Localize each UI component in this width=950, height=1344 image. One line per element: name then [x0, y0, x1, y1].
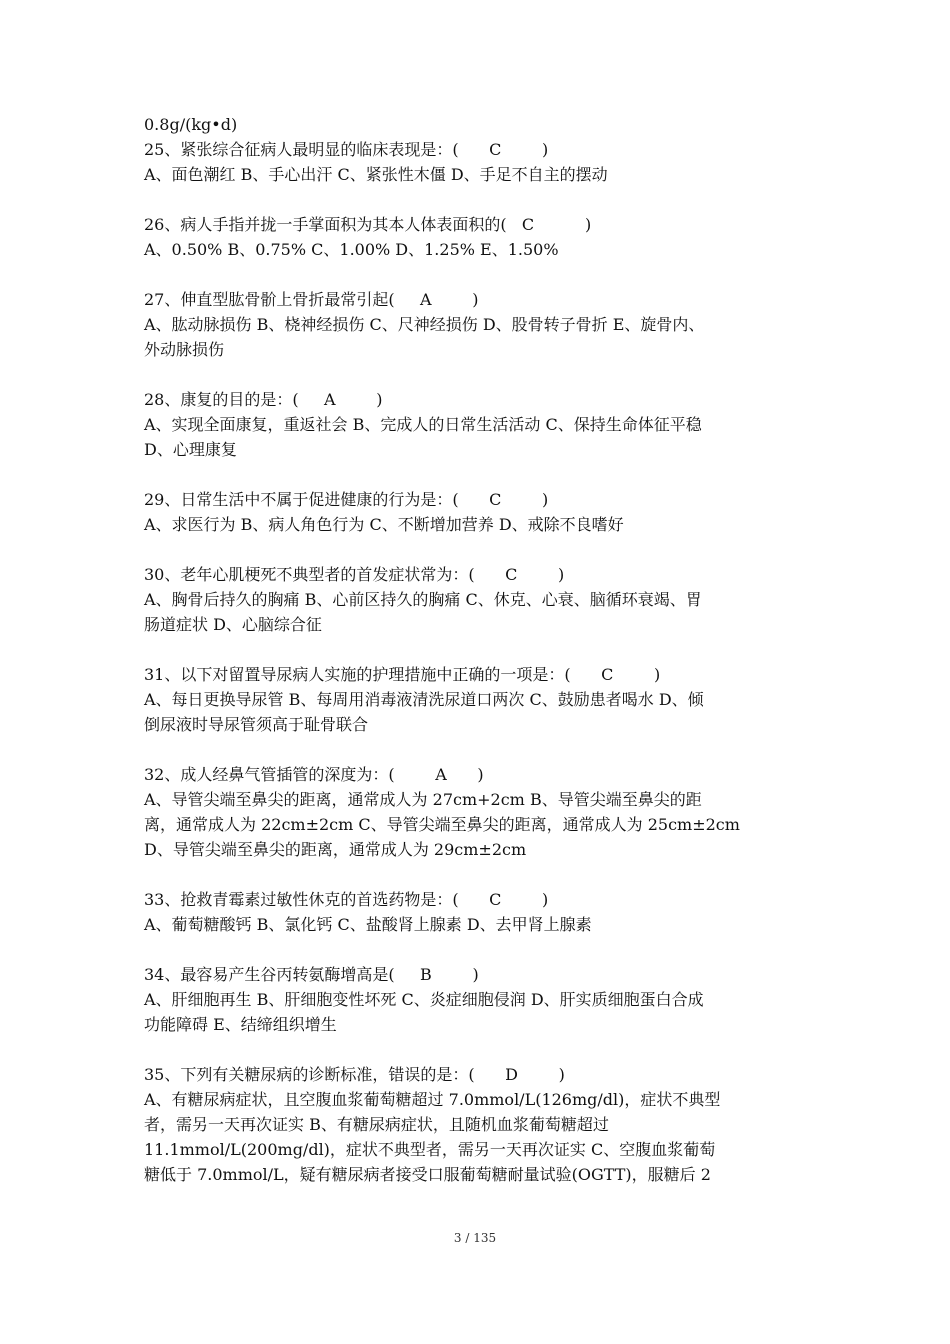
question-title: 29、日常生活中不属于促进健康的行为是：( C )	[144, 490, 549, 509]
lead-line-block	[144, 112, 814, 137]
question-options	[144, 912, 814, 937]
option-line: 糖低于 7.0mmol/L，疑有糖尿病者接受口服葡萄糖耐量试验(OGTT)，服糖后 2	[144, 1165, 711, 1184]
option-line: 者，需另一天再次证实 B、有糖尿病症状，且随机血浆葡萄糖超过	[144, 1115, 609, 1134]
question-title: 31、以下对留置导尿病人实施的护理措施中正确的一项是：( C )	[144, 665, 661, 684]
question-options	[144, 312, 814, 362]
question-options	[144, 162, 814, 187]
question-title: 35、下列有关糖尿病的诊断标准，错误的是：( D )	[144, 1065, 565, 1084]
question-title: 34、最容易产生谷丙转氨酶增高是( B )	[144, 965, 479, 984]
question-item	[144, 1062, 814, 1187]
question-item	[144, 562, 814, 637]
option-line: 离，通常成人为 22cm±2cm C、导管尖端至鼻尖的距离，通常成人为 25cm±2cm	[144, 815, 740, 834]
question-title: 26、病人手指并拢一手掌面积为其本人体表面积的( C )	[144, 215, 592, 234]
option-line: D、心理康复	[144, 440, 237, 459]
question-options	[144, 1087, 814, 1187]
option-line: A、胸骨后持久的胸痛 B、心前区持久的胸痛 C、休克、心衰、脑循环衰竭、胃	[144, 590, 702, 609]
question-title: 32、成人经鼻气管插管的深度为：( A )	[144, 765, 484, 784]
option-line: 肠道症状 D、心脑综合征	[144, 615, 322, 634]
option-line: A、有糖尿病症状，且空腹血浆葡萄糖超过 7.0mmol/L(126mg/dl)，症状不典型	[144, 1090, 721, 1109]
question-title: 30、老年心肌梗死不典型者的首发症状常为：( C )	[144, 565, 565, 584]
question-options	[144, 987, 814, 1037]
question-item	[144, 662, 814, 737]
question-options	[144, 237, 814, 262]
question-item	[144, 962, 814, 1037]
option-line: 倒尿液时导尿管须高于耻骨联合	[144, 715, 369, 734]
question-title: 27、伸直型肱骨骱上骨折最常引起( A )	[144, 290, 479, 309]
question-item	[144, 137, 814, 187]
option-line: A、肝细胞再生 B、肝细胞变性坏死 C、炎症细胞侵润 D、肝实质细胞蛋白合成	[144, 990, 704, 1009]
document-content	[144, 112, 814, 1187]
question-item	[144, 387, 814, 462]
option-line: 外动脉损伤	[144, 340, 225, 359]
question-options	[144, 412, 814, 462]
question-options	[144, 687, 814, 737]
question-title: 28、康复的目的是：( A )	[144, 390, 383, 409]
option-line: A、面色潮红 B、手心出汗 C、紧张性木僵 D、手足不自主的摆动	[144, 165, 608, 184]
option-line: A、实现全面康复，重返社会 B、完成人的日常生活活动 C、保持生命体征平稳	[144, 415, 702, 434]
option-line: A、肱动脉损伤 B、桡神经损伤 C、尺神经损伤 D、股骨转子骨折 E、旋骨内、	[144, 315, 705, 334]
option-line: A、0.50% B、0.75% C、1.00% D、1.25% E、1.50%	[144, 240, 559, 259]
option-line: 11.1mmol/L(200mg/dl)，症状不典型者，需另一天再次证实 C、空腹血浆葡萄	[144, 1140, 716, 1159]
option-line: A、每日更换导尿管 B、每周用消毒液清洗尿道口两次 C、鼓励患者喝水 D、倾	[144, 690, 704, 709]
option-line: A、葡萄糖酸钙 B、氯化钙 C、盐酸肾上腺素 D、去甲肾上腺素	[144, 915, 592, 934]
question-list	[144, 137, 814, 1187]
lead-line: 0.8g/(kg•d)	[144, 115, 238, 134]
question-item	[144, 887, 814, 937]
question-options	[144, 512, 814, 537]
question-item	[144, 287, 814, 362]
option-line: A、导管尖端至鼻尖的距离，通常成人为 27cm+2cm B、导管尖端至鼻尖的距	[144, 790, 702, 809]
question-options	[144, 787, 814, 862]
question-item	[144, 762, 814, 862]
question-item	[144, 487, 814, 537]
question-item	[144, 212, 814, 262]
option-line: D、导管尖端至鼻尖的距离，通常成人为 29cm±2cm	[144, 840, 527, 859]
question-options	[144, 587, 814, 637]
question-title: 33、抢救青霉素过敏性休克的首选药物是：( C )	[144, 890, 549, 909]
option-line: A、求医行为 B、病人角色行为 C、不断增加营养 D、戒除不良嗜好	[144, 515, 624, 534]
question-title: 25、紧张综合征病人最明显的临床表现是：( C )	[144, 140, 549, 159]
option-line: 功能障碍 E、结缔组织增生	[144, 1015, 337, 1034]
page-number: 3 / 135	[453, 1231, 497, 1245]
